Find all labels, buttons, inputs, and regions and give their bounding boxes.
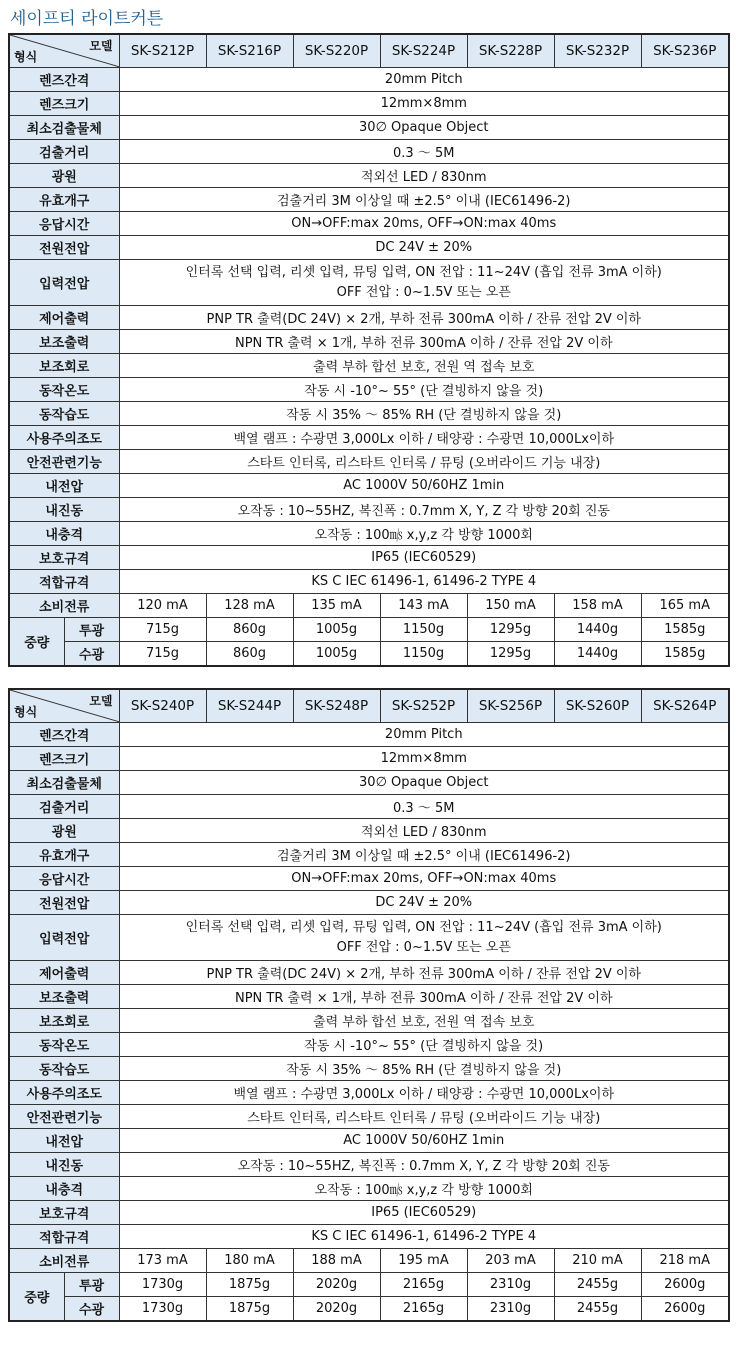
spec-value: 0.3 ～ 5M — [119, 795, 729, 819]
spec-value: IP65 (IEC60529) — [119, 1201, 729, 1225]
weight-value: 1440g — [554, 618, 641, 642]
spec-value: 작동 시 -10°~ 55° (단 결빙하지 않을 것) — [119, 1033, 729, 1057]
spec-row — [9, 747, 729, 771]
weight-receiver-row — [9, 1297, 729, 1322]
spec-label: 적합규격 — [9, 570, 119, 594]
type-label: 형식 — [14, 705, 38, 719]
weight-value: 1730g — [119, 1297, 206, 1322]
model-name: SK-S220P — [293, 34, 380, 68]
weight-value: 2165g — [380, 1273, 467, 1297]
spec-row — [9, 1153, 729, 1177]
weight-value: 1150g — [380, 618, 467, 642]
spec-row — [9, 1225, 729, 1249]
spec-row — [9, 546, 729, 570]
spec-value: DC 24V ± 20% — [119, 236, 729, 260]
current-value: 218 mA — [641, 1249, 729, 1273]
spec-label: 내충격 — [9, 1177, 119, 1201]
weight-value: 715g — [119, 642, 206, 667]
spec-label: 유효개구 — [9, 843, 119, 867]
spec-row — [9, 843, 729, 867]
spec-value: ON→OFF:max 20ms, OFF→ON:max 40ms — [119, 867, 729, 891]
current-value: 203 mA — [467, 1249, 554, 1273]
spec-row — [9, 985, 729, 1009]
spec-label: 렌즈간격 — [9, 68, 119, 92]
spec-label: 광원 — [9, 819, 119, 843]
spec-label: 전원전압 — [9, 891, 119, 915]
current-value: 195 mA — [380, 1249, 467, 1273]
spec-value: 오작동 : 10~55HZ, 복진폭 : 0.7mm X, Y, Z 각 방향 20회 진동 — [119, 498, 729, 522]
spec-value: 작동 시 35% ～ 85% RH (단 결빙하지 않을 것) — [119, 402, 729, 426]
current-value: 173 mA — [119, 1249, 206, 1273]
weight-receiver-row — [9, 642, 729, 667]
spec-row — [9, 164, 729, 188]
current-value: 135 mA — [293, 594, 380, 618]
spec-row — [9, 426, 729, 450]
spec-row — [9, 795, 729, 819]
spec-value: PNP TR 출력(DC 24V) × 2개, 부하 전류 300mA 이하 / 잔류 전압 2V 이하 — [119, 961, 729, 985]
spec-value — [119, 260, 729, 306]
spec-value — [119, 915, 729, 961]
spec-row — [9, 915, 729, 961]
weight-value: 2165g — [380, 1297, 467, 1322]
spec-value: 20mm Pitch — [119, 68, 729, 92]
model-label: 모델 — [89, 39, 113, 53]
weight-value: 1875g — [206, 1273, 293, 1297]
spec-label: 렌즈크기 — [9, 92, 119, 116]
spec-value: NPN TR 출력 × 1개, 부하 전류 300mA 이하 / 잔류 전압 2V 이하 — [119, 985, 729, 1009]
current-value: 143 mA — [380, 594, 467, 618]
spec-row — [9, 498, 729, 522]
spec-label: 응답시간 — [9, 212, 119, 236]
current-value: 128 mA — [206, 594, 293, 618]
spec-value-line: 인터록 선택 입력, 리셋 입력, 뮤팅 입력, ON 전압 : 11~24V (흡입 전류 3mA 이하) — [185, 264, 662, 280]
spec-value: 백열 램프 : 수광면 3,000Lx 이하 / 태양광 : 수광면 10,000Lx이하 — [119, 426, 729, 450]
spec-row — [9, 260, 729, 306]
current-value: 188 mA — [293, 1249, 380, 1273]
spec-label: 내전압 — [9, 474, 119, 498]
model-name: SK-S248P — [293, 689, 380, 723]
spec-label: 광원 — [9, 164, 119, 188]
weight-value: 2600g — [641, 1297, 729, 1322]
spec-label: 입력전압 — [9, 915, 119, 961]
model-name: SK-S252P — [380, 689, 467, 723]
spec-row — [9, 116, 729, 140]
spec-value: KS C IEC 61496-1, 61496-2 TYPE 4 — [119, 570, 729, 594]
spec-table-2 — [8, 688, 730, 1322]
spec-value: 적외선 LED / 830nm — [119, 819, 729, 843]
spec-row — [9, 378, 729, 402]
spec-row — [9, 330, 729, 354]
spec-value: 출력 부하 합선 보호, 전원 역 접속 보호 — [119, 354, 729, 378]
weight-emitter-row — [9, 618, 729, 642]
spec-value: 12mm×8mm — [119, 747, 729, 771]
spec-value: 작동 시 35% ～ 85% RH (단 결빙하지 않을 것) — [119, 1057, 729, 1081]
model-name: SK-S260P — [554, 689, 641, 723]
spec-label: 검출거리 — [9, 140, 119, 164]
spec-label: 최소검출물체 — [9, 116, 119, 140]
spec-label: 렌즈크기 — [9, 747, 119, 771]
spec-label: 내진동 — [9, 498, 119, 522]
spec-value-line: OFF 전압 : 0~1.5V 또는 오픈 — [336, 939, 511, 955]
weight-value: 2310g — [467, 1273, 554, 1297]
spec-value: 30∅ Opaque Object — [119, 771, 729, 795]
weight-value: 2455g — [554, 1297, 641, 1322]
spec-label: 내충격 — [9, 522, 119, 546]
spec-label: 제어출력 — [9, 306, 119, 330]
current-label: 소비전류 — [9, 1249, 119, 1273]
current-value: 165 mA — [641, 594, 729, 618]
spec-row — [9, 1129, 729, 1153]
spec-row — [9, 867, 729, 891]
emitter-label: 투광 — [64, 618, 119, 642]
spec-label: 응답시간 — [9, 867, 119, 891]
spec-row — [9, 1081, 729, 1105]
receiver-label: 수광 — [64, 1297, 119, 1322]
model-name: SK-S228P — [467, 34, 554, 68]
spec-label: 보조출력 — [9, 330, 119, 354]
spec-row — [9, 522, 729, 546]
spec-value: AC 1000V 50/60HZ 1min — [119, 1129, 729, 1153]
spec-value-line: OFF 전압 : 0~1.5V 또는 오픈 — [336, 284, 511, 300]
spec-row — [9, 1057, 729, 1081]
current-row — [9, 1249, 729, 1273]
spec-label: 내전압 — [9, 1129, 119, 1153]
weight-label: 중량 — [9, 618, 64, 667]
current-value: 158 mA — [554, 594, 641, 618]
spec-row — [9, 723, 729, 747]
spec-row — [9, 68, 729, 92]
spec-label: 사용주의조도 — [9, 426, 119, 450]
current-row — [9, 594, 729, 618]
weight-value: 1295g — [467, 618, 554, 642]
spec-table-1 — [8, 33, 730, 667]
spec-label: 렌즈간격 — [9, 723, 119, 747]
spec-value: 출력 부하 합선 보호, 전원 역 접속 보호 — [119, 1009, 729, 1033]
spec-value: 오작동 : 100㎧ x,y,z 각 방향 1000회 — [119, 1177, 729, 1201]
weight-value: 2020g — [293, 1297, 380, 1322]
spec-row — [9, 1201, 729, 1225]
spec-label: 동작온도 — [9, 1033, 119, 1057]
spec-value: 오작동 : 100㎧ x,y,z 각 방향 1000회 — [119, 522, 729, 546]
model-name: SK-S264P — [641, 689, 729, 723]
type-label: 형식 — [14, 50, 38, 64]
spec-value: AC 1000V 50/60HZ 1min — [119, 474, 729, 498]
receiver-label: 수광 — [64, 642, 119, 667]
spec-label: 전원전압 — [9, 236, 119, 260]
model-name: SK-S240P — [119, 689, 206, 723]
model-name: SK-S236P — [641, 34, 729, 68]
weight-value: 1875g — [206, 1297, 293, 1322]
spec-row — [9, 570, 729, 594]
spec-row — [9, 402, 729, 426]
spec-label: 보조출력 — [9, 985, 119, 1009]
weight-emitter-row — [9, 1273, 729, 1297]
model-name: SK-S256P — [467, 689, 554, 723]
page-title: 세이프티 라이트커튼 — [10, 9, 164, 29]
spec-label: 입력전압 — [9, 260, 119, 306]
spec-label: 내진동 — [9, 1153, 119, 1177]
corner-header-cell — [9, 689, 119, 723]
model-label: 모델 — [89, 694, 113, 708]
spec-value: 오작동 : 10~55HZ, 복진폭 : 0.7mm X, Y, Z 각 방향 20회 진동 — [119, 1153, 729, 1177]
current-value: 120 mA — [119, 594, 206, 618]
weight-value: 1150g — [380, 642, 467, 667]
spec-value: 12mm×8mm — [119, 92, 729, 116]
current-label: 소비전류 — [9, 594, 119, 618]
spec-value: PNP TR 출력(DC 24V) × 2개, 부하 전류 300mA 이하 / 잔류 전압 2V 이하 — [119, 306, 729, 330]
spec-label: 보조회로 — [9, 1009, 119, 1033]
spec-label: 사용주의조도 — [9, 1081, 119, 1105]
spec-row — [9, 306, 729, 330]
model-name: SK-S224P — [380, 34, 467, 68]
weight-value: 2455g — [554, 1273, 641, 1297]
spec-row — [9, 961, 729, 985]
weight-label: 중량 — [9, 1273, 64, 1322]
spec-value: 작동 시 -10°~ 55° (단 결빙하지 않을 것) — [119, 378, 729, 402]
emitter-label: 투광 — [64, 1273, 119, 1297]
spec-value: ON→OFF:max 20ms, OFF→ON:max 40ms — [119, 212, 729, 236]
weight-value: 860g — [206, 642, 293, 667]
current-value: 210 mA — [554, 1249, 641, 1273]
spec-row — [9, 188, 729, 212]
spec-row — [9, 1033, 729, 1057]
spec-row — [9, 891, 729, 915]
spec-row — [9, 771, 729, 795]
spec-value: 검출거리 3M 이상일 때 ±2.5° 이내 (IEC61496-2) — [119, 188, 729, 212]
spec-label: 보호규격 — [9, 1201, 119, 1225]
spec-label: 적합규격 — [9, 1225, 119, 1249]
spec-label: 동작습도 — [9, 1057, 119, 1081]
spec-label: 유효개구 — [9, 188, 119, 212]
spec-row — [9, 1105, 729, 1129]
spec-value: KS C IEC 61496-1, 61496-2 TYPE 4 — [119, 1225, 729, 1249]
spec-value: 30∅ Opaque Object — [119, 116, 729, 140]
spec-value: 0.3 ～ 5M — [119, 140, 729, 164]
weight-value: 1005g — [293, 642, 380, 667]
spec-label: 보조회로 — [9, 354, 119, 378]
spec-label: 보호규격 — [9, 546, 119, 570]
spec-row — [9, 819, 729, 843]
spec-label: 동작온도 — [9, 378, 119, 402]
spec-label: 안전관련기능 — [9, 1105, 119, 1129]
corner-header-cell — [9, 34, 119, 68]
weight-value: 1295g — [467, 642, 554, 667]
spec-row — [9, 354, 729, 378]
spec-value: 적외선 LED / 830nm — [119, 164, 729, 188]
spec-label: 동작습도 — [9, 402, 119, 426]
spec-label: 검출거리 — [9, 795, 119, 819]
current-value: 180 mA — [206, 1249, 293, 1273]
weight-value: 2310g — [467, 1297, 554, 1322]
spec-value: 스타트 인터록, 리스타트 인터록 / 뮤팅 (오버라이드 기능 내장) — [119, 1105, 729, 1129]
spec-value: DC 24V ± 20% — [119, 891, 729, 915]
spec-value-line: 인터록 선택 입력, 리셋 입력, 뮤팅 입력, ON 전압 : 11~24V (흡입 전류 3mA 이하) — [185, 919, 662, 935]
spec-row — [9, 1009, 729, 1033]
weight-value: 2600g — [641, 1273, 729, 1297]
weight-value: 1005g — [293, 618, 380, 642]
spec-value: 20mm Pitch — [119, 723, 729, 747]
spec-label: 제어출력 — [9, 961, 119, 985]
spec-row — [9, 1177, 729, 1201]
spec-row — [9, 450, 729, 474]
spec-value: IP65 (IEC60529) — [119, 546, 729, 570]
weight-value: 860g — [206, 618, 293, 642]
weight-value: 715g — [119, 618, 206, 642]
weight-value: 1440g — [554, 642, 641, 667]
model-name: SK-S216P — [206, 34, 293, 68]
model-name: SK-S244P — [206, 689, 293, 723]
spec-value: 스타트 인터록, 리스타트 인터록 / 뮤팅 (오버라이드 기능 내장) — [119, 450, 729, 474]
spec-value: 검출거리 3M 이상일 때 ±2.5° 이내 (IEC61496-2) — [119, 843, 729, 867]
spec-row — [9, 92, 729, 116]
current-value: 150 mA — [467, 594, 554, 618]
spec-row — [9, 474, 729, 498]
model-header-row — [9, 689, 729, 723]
spec-row — [9, 236, 729, 260]
spec-value: 백열 램프 : 수광면 3,000Lx 이하 / 태양광 : 수광면 10,000Lx이하 — [119, 1081, 729, 1105]
weight-value: 1585g — [641, 618, 729, 642]
spec-row — [9, 212, 729, 236]
weight-value: 2020g — [293, 1273, 380, 1297]
spec-row — [9, 140, 729, 164]
weight-value: 1585g — [641, 642, 729, 667]
weight-value: 1730g — [119, 1273, 206, 1297]
model-header-row — [9, 34, 729, 68]
model-name: SK-S232P — [554, 34, 641, 68]
model-name: SK-S212P — [119, 34, 206, 68]
spec-value: NPN TR 출력 × 1개, 부하 전류 300mA 이하 / 잔류 전압 2V 이하 — [119, 330, 729, 354]
spec-label: 최소검출물체 — [9, 771, 119, 795]
spec-label: 안전관련기능 — [9, 450, 119, 474]
